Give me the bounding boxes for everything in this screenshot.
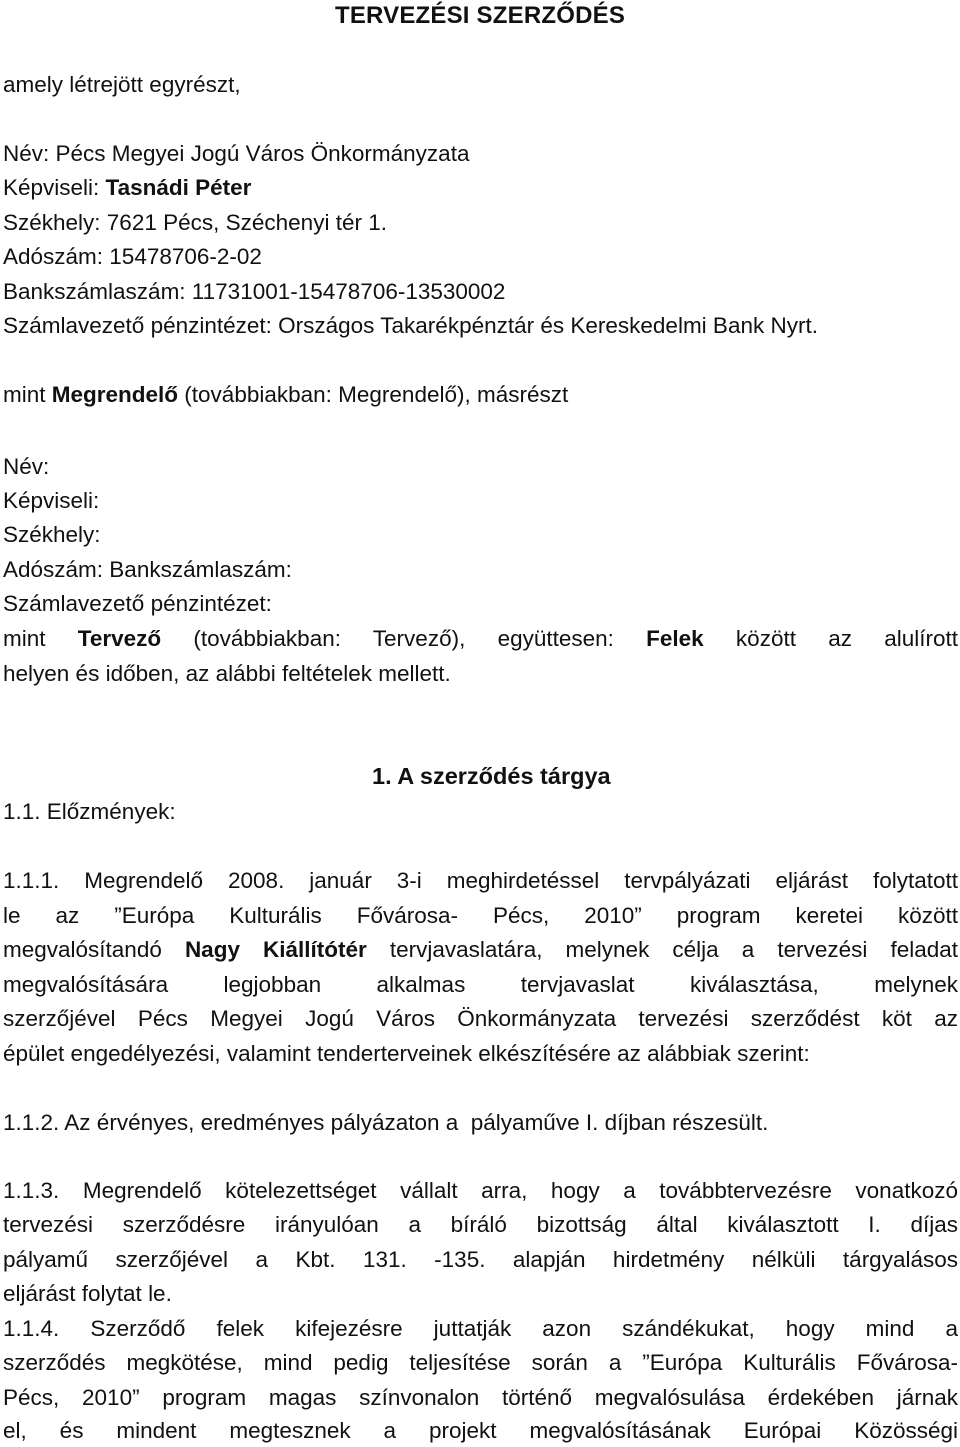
p111-l5: szerzőjével Pécs Megyei Jogú Város Önkormányzata tervezési szerződést köt az bbox=[3, 1006, 958, 1031]
p112: 1.1.2. Az érvényes, eredményes pályázaton a pályaműve I. díjban részesült. bbox=[3, 1110, 769, 1135]
role2-line bbox=[3, 624, 958, 654]
party1-tax: Adószám: 15478706-2-02 bbox=[3, 244, 262, 269]
party1-name-label: Név: bbox=[3, 141, 56, 166]
role1-post: (továbbiakban: Megrendelő), másrészt bbox=[178, 382, 569, 407]
p114-l4: el, és mindent megtesznek a projekt megvalósításának Európai Közösségi bbox=[3, 1418, 958, 1443]
role2-post: között az alulírott bbox=[703, 626, 958, 651]
section1-sub: 1.1. Előzmények: bbox=[3, 799, 176, 824]
p111-l4: megvalósítására legjobban alkalmas tervjavaslat kiválasztása, melynek bbox=[3, 972, 958, 997]
party1-rep-label: Képviseli: bbox=[3, 175, 106, 200]
role2-bold1: Tervező bbox=[77, 626, 162, 651]
p111-l2: le az ”Európa Kulturális Fővárosa- Pécs, 2010” program keretei között bbox=[3, 903, 958, 928]
party2-seat: Székhely: bbox=[3, 522, 101, 547]
party2-name: Név: bbox=[3, 454, 50, 479]
party2-taxbank: Adószám: Bankszámlaszám: bbox=[3, 557, 292, 582]
intro-text: amely létrejött egyrészt, bbox=[3, 72, 241, 97]
party1-name-line bbox=[3, 139, 469, 169]
p114-l2: szerződés megkötése, mind pedig teljesítése során a ”Európa Kulturális Fővárosa- bbox=[3, 1350, 958, 1375]
p111-l3-bold: Nagy Kiállítótér bbox=[184, 937, 367, 962]
document-title: TERVEZÉSI SZERZŐDÉS bbox=[334, 2, 626, 29]
p111-l3-post: tervjavaslatára, melynek célja a tervezési feladat bbox=[366, 937, 958, 962]
party2-bankinst: Számlavezető pénzintézet: bbox=[3, 591, 272, 616]
party1-bankinst: Számlavezető pénzintézet: Országos Takarékpénztár és Kereskedelmi Bank Nyrt. bbox=[3, 313, 818, 338]
role2-pre: mint bbox=[3, 626, 78, 651]
party1-bank: Bankszámlaszám: 11731001-15478706-13530002 bbox=[3, 279, 506, 304]
section1-heading: 1. A szerződés tárgya bbox=[372, 763, 611, 789]
p111-l1: 1.1.1. Megrendelő 2008. január 3-i meghirdetéssel tervpályázati eljárást folytatott bbox=[3, 868, 958, 893]
party1-rep-line bbox=[3, 173, 251, 203]
party1-seat: Székhely: 7621 Pécs, Széchenyi tér 1. bbox=[3, 210, 387, 235]
p114-l1: 1.1.4. Szerződő felek kifejezésre juttatják azon szándékukat, hogy mind a bbox=[3, 1316, 958, 1341]
p113-l2: tervezési szerződésre irányulóan a bíráló bizottság által kiválasztott I. díjas bbox=[3, 1212, 958, 1237]
p113-l1: 1.1.3. Megrendelő kötelezettséget vállalt arra, hogy a továbbtervezésre vonatkozó bbox=[3, 1178, 958, 1203]
p111-l6: épület engedélyezési, valamint tenderterveinek elkészítésére az alábbiak szerint: bbox=[3, 1041, 810, 1066]
p113-l4: eljárást folytat le. bbox=[3, 1281, 172, 1306]
party2-rep: Képviseli: bbox=[3, 488, 100, 513]
p111-l3 bbox=[3, 935, 958, 965]
role1-line bbox=[3, 380, 568, 410]
party1-name: Pécs Megyei Jogú Város Önkormányzata bbox=[55, 141, 470, 166]
party1-rep: Tasnádi Péter bbox=[105, 175, 252, 200]
p113-l3: pályamű szerzőjével a Kbt. 131. -135. alapján hirdetmény nélküli tárgyalásos bbox=[3, 1247, 958, 1272]
role2-bold2: Felek bbox=[646, 626, 704, 651]
role2-line2: helyen és időben, az alábbi feltételek mellett. bbox=[3, 661, 451, 686]
p114-l3: Pécs, 2010” program magas színvonalon történő megvalósulása érdekében járnak bbox=[3, 1385, 958, 1410]
p111-l3-pre: megvalósítandó bbox=[3, 937, 185, 962]
role1-pre: mint bbox=[3, 382, 52, 407]
role1-bold: Megrendelő bbox=[51, 382, 179, 407]
role2-mid: (továbbiakban: Tervező), együttesen: bbox=[161, 626, 647, 651]
